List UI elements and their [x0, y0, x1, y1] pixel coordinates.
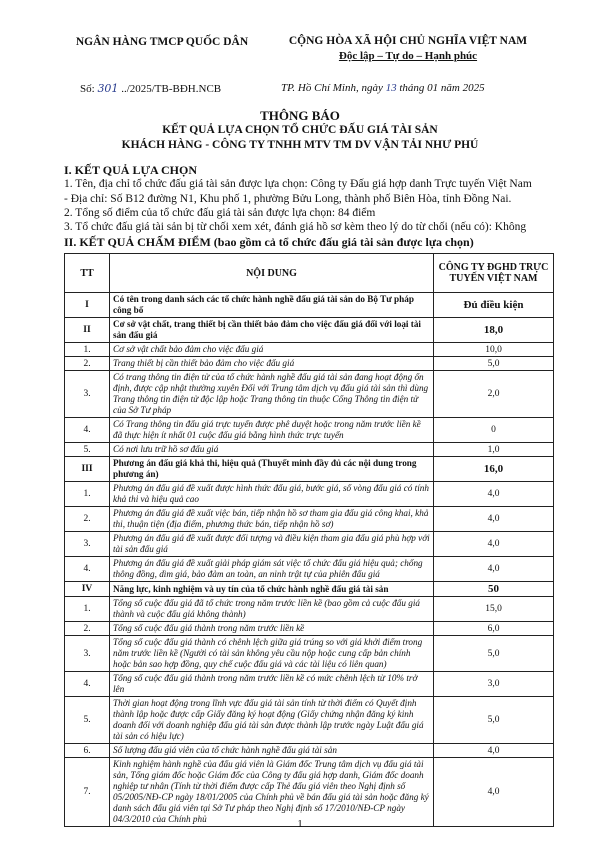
cell-content: Số lượng đấu giá viên của tổ chức hành nghề đấu giá tài sản [110, 744, 434, 758]
cell-score: 16,0 [434, 457, 554, 482]
cell-tt: 5. [65, 443, 110, 457]
cell-tt: 6. [65, 744, 110, 758]
cell-content: Phương án đấu giá đề xuất giải pháp giám sát việc tổ chức đấu giá hiệu quả; chống thông đồng, dìm giá, bảo đảm an toàn, an ninh trật tự của phiên đấu giá [110, 557, 434, 582]
cell-tt: I [65, 293, 110, 318]
notice-customer: KHÁCH HÀNG - CÔNG TY TNHH MTV TM DV VẬN TẢI NHƯ PHÚ [121, 139, 479, 151]
cell-content: Phương án đấu giá khả thi, hiệu quả (Thuyết minh đầy đủ các nội dung trong phương án) [110, 457, 434, 482]
place-date [281, 82, 485, 94]
cell-score: 4,0 [434, 557, 554, 582]
header-content: NỘI DUNG [110, 254, 434, 293]
cell-content: Tổng số cuộc đấu giá đã tổ chức trong năm trước liền kề (bao gồm cả cuộc đấu giá thành và cuộc đấu giá không thành) [110, 597, 434, 622]
notice-subtitle: KẾT QUẢ LỰA CHỌN TỔ CHỨC ĐẤU GIÁ TÀI SẢN [162, 124, 438, 136]
cell-content: Phương án đấu giá đề xuất được đối tượng và điều kiện tham gia đấu giá phù hợp với tài sản đấu giá [110, 532, 434, 557]
cell-tt: 1. [65, 343, 110, 357]
cell-score: 4,0 [434, 744, 554, 758]
cell-tt: 3. [65, 636, 110, 672]
notice-title: THÔNG BÁO [260, 108, 340, 123]
table-row [65, 443, 554, 457]
cell-tt: 7. [65, 758, 110, 827]
cell-content: Tổng số cuộc đấu giá thành trong năm trước liền kề có mức chênh lệch từ 10% trở lên [110, 672, 434, 697]
national-header [268, 34, 548, 64]
table-row [65, 672, 554, 697]
cell-score: 5,0 [434, 357, 554, 371]
place-prefix: TP. Hồ Chí Minh, ngày [281, 82, 383, 94]
cell-content: Có Trang thông tin đấu giá trực tuyến được phê duyệt hoặc trong năm trước liền kề đã thực hiện ít nhất 01 cuộc đấu giá bằng hình thức trực tuyến [110, 418, 434, 443]
cell-score: 4,0 [434, 482, 554, 507]
cell-content: Cơ sở vật chất, trang thiết bị cần thiết bảo đảm cho việc đấu giá đối với loại tài sản đấu giá [110, 318, 434, 343]
cell-tt: IV [65, 582, 110, 597]
national-motto: Độc lập – Tự do – Hạnh phúc [338, 50, 478, 62]
cell-score: 4,0 [434, 532, 554, 557]
section-1-line: 3. Tổ chức đấu giá tài sản bị từ chối xem xét, đánh giá hồ sơ kèm theo lý do từ chối (nếu có): Không [64, 221, 527, 233]
section-1-heading: I. KẾT QUẢ LỰA CHỌN [64, 163, 198, 177]
cell-score: 5,0 [434, 697, 554, 744]
cell-content: Trang thiết bị cần thiết bảo đảm cho việc đấu giá [110, 357, 434, 371]
section-1-line: 2. Tổng số điểm của tổ chức đấu giá tài sản được lựa chọn: 84 điểm [64, 207, 376, 219]
cell-score: 5,0 [434, 636, 554, 672]
cell-content: Tổng số cuộc đấu giá thành trong năm trước liền kề [110, 622, 434, 636]
cell-score: 4,0 [434, 507, 554, 532]
cell-tt: 3. [65, 371, 110, 418]
table-row [65, 371, 554, 418]
cell-content: Năng lực, kinh nghiệm và uy tín của tổ chức hành nghề đấu giá tài sản [110, 582, 434, 597]
header-company: CÔNG TY ĐGHD TRỰC TUYẾN VIỆT NAM [434, 254, 554, 293]
table-row [65, 357, 554, 371]
place-suffix: tháng 01 năm 2025 [399, 82, 485, 94]
table-body [65, 293, 554, 827]
table-row [65, 532, 554, 557]
section-1-line: 1. Tên, địa chỉ tổ chức đấu giá tài sản được lựa chọn: Công ty Đấu giá hợp danh Trực tuyến Việt Nam [64, 178, 532, 190]
date-day: 13 [385, 82, 397, 94]
table-row [65, 418, 554, 443]
issuing-organization: NGÂN HÀNG TMCP QUỐC DÂN [75, 36, 249, 48]
cell-tt: II [65, 318, 110, 343]
table-row [65, 758, 554, 827]
cell-score: 0 [434, 418, 554, 443]
table-row [65, 293, 554, 318]
table-row [65, 557, 554, 582]
cell-tt: 1. [65, 597, 110, 622]
cell-tt: 4. [65, 672, 110, 697]
cell-content: Tổng số cuộc đấu giá thành có chênh lệch giữa giá trúng so với giá khởi điểm trong năm trước liền kề (Người có tài sản không yêu cầu nộp hoặc cung cấp bản chính hoặc bản sao hợp đồng, quy chế cuộc đấu giá và các tài liệu có liên quan) [110, 636, 434, 672]
table-header-row [65, 254, 554, 293]
cell-content: Thời gian hoạt động trong lĩnh vực đấu giá tài sản tính từ thời điểm có Quyết định thành lập hoặc được cấp Giấy đăng ký hoạt động (Giấy chứng nhận đăng ký kinh doanh đối với doanh nghiệp đấu giá tài sản được thành lập trước ngày Luật đấu giá tài sản có hiệu lực) [110, 697, 434, 744]
table-row [65, 457, 554, 482]
table-row [65, 697, 554, 744]
table-row [65, 597, 554, 622]
table-row [65, 482, 554, 507]
cell-tt: 4. [65, 557, 110, 582]
so-label: Số: [80, 83, 95, 95]
page-number: 1 [297, 818, 303, 830]
cell-content: Kinh nghiệm hành nghề của đấu giá viên là Giám đốc Trung tâm dịch vụ đấu giá tài sản, Tổng giám đốc hoặc Giám đốc của Công ty đấu giá hợp danh, Giám đốc doanh nghiệp tư nhân (Tính từ thời điểm được cấp Thẻ đấu giá viên theo Nghị định số 05/2005/NĐ-CP ngày 18/01/2005 của Chính phủ về bán đấu giá tài sản hoặc đăng ký danh sách đấu giá viên tại Sở Tư pháp theo Nghị định số 17/2010/NĐ-CP ngày 04/3/2010 của Chính phủ [110, 758, 434, 827]
cell-tt: 5. [65, 697, 110, 744]
cell-score: 6,0 [434, 622, 554, 636]
table-row [65, 636, 554, 672]
cell-score: 1,0 [434, 443, 554, 457]
cell-score: Đủ điều kiện [434, 293, 554, 318]
document-number [80, 82, 221, 95]
nation-name: CỘNG HÒA XÃ HỘI CHỦ NGHĨA VIỆT NAM [288, 35, 528, 47]
cell-content: Phương án đấu giá đề xuất được hình thức đấu giá, bước giá, số vòng đấu giá có tính khả thi và hiệu quả cao [110, 482, 434, 507]
table-row [65, 582, 554, 597]
table-row [65, 744, 554, 758]
cell-score: 50 [434, 582, 554, 597]
table-row [65, 343, 554, 357]
cell-tt: 3. [65, 532, 110, 557]
cell-content: Có trang thông tin điện tử của tổ chức hành nghề đấu giá tài sản đang hoạt động ổn định, được cập nhật thường xuyên Đối với Trung tâm dịch vụ đấu giá tài sản thì dùng Trang thông tin điện tử độc lập hoặc Trang thông tin thuộc Cổng Thông tin điện tử của Sở Tư pháp [110, 371, 434, 418]
cell-tt: 4. [65, 418, 110, 443]
cell-score: 2,0 [434, 371, 554, 418]
table-row [65, 622, 554, 636]
header-tt: TT [65, 254, 110, 293]
scoring-table [64, 253, 554, 827]
cell-tt: III [65, 457, 110, 482]
cell-score: 3,0 [434, 672, 554, 697]
cell-content: Có tên trong danh sách các tổ chức hành nghề đấu giá tài sản do Bộ Tư pháp công bố [110, 293, 434, 318]
section-1-line: - Địa chỉ: Số B12 đường N1, Khu phố 1, phường Bửu Long, thành phố Biên Hòa, tỉnh Đồng Nai. [64, 193, 512, 205]
cell-score: 18,0 [434, 318, 554, 343]
cell-score: 15,0 [434, 597, 554, 622]
cell-tt: 1. [65, 482, 110, 507]
table-row [65, 507, 554, 532]
cell-tt: 2. [65, 622, 110, 636]
so-suffix: ../2025/TB-BĐH.NCB [121, 83, 222, 95]
cell-score: 4,0 [434, 758, 554, 827]
cell-score: 10,0 [434, 343, 554, 357]
table-row [65, 318, 554, 343]
cell-tt: 2. [65, 357, 110, 371]
cell-content: Phương án đấu giá đề xuất việc bán, tiếp nhận hồ sơ tham gia đấu giá công khai, khả thi, thuận tiện (địa điểm, phương thức bán, tiếp nhận hồ sơ) [110, 507, 434, 532]
cell-content: Cơ sở vật chất bảo đảm cho việc đấu giá [110, 343, 434, 357]
cell-tt: 2. [65, 507, 110, 532]
cell-content: Có nơi lưu trữ hồ sơ đấu giá [110, 443, 434, 457]
section-2-heading: II. KẾT QUẢ CHẤM ĐIỂM (bao gồm cả tổ chức đấu giá tài sản được lựa chọn) [64, 235, 474, 249]
so-number: 301 [97, 82, 119, 95]
